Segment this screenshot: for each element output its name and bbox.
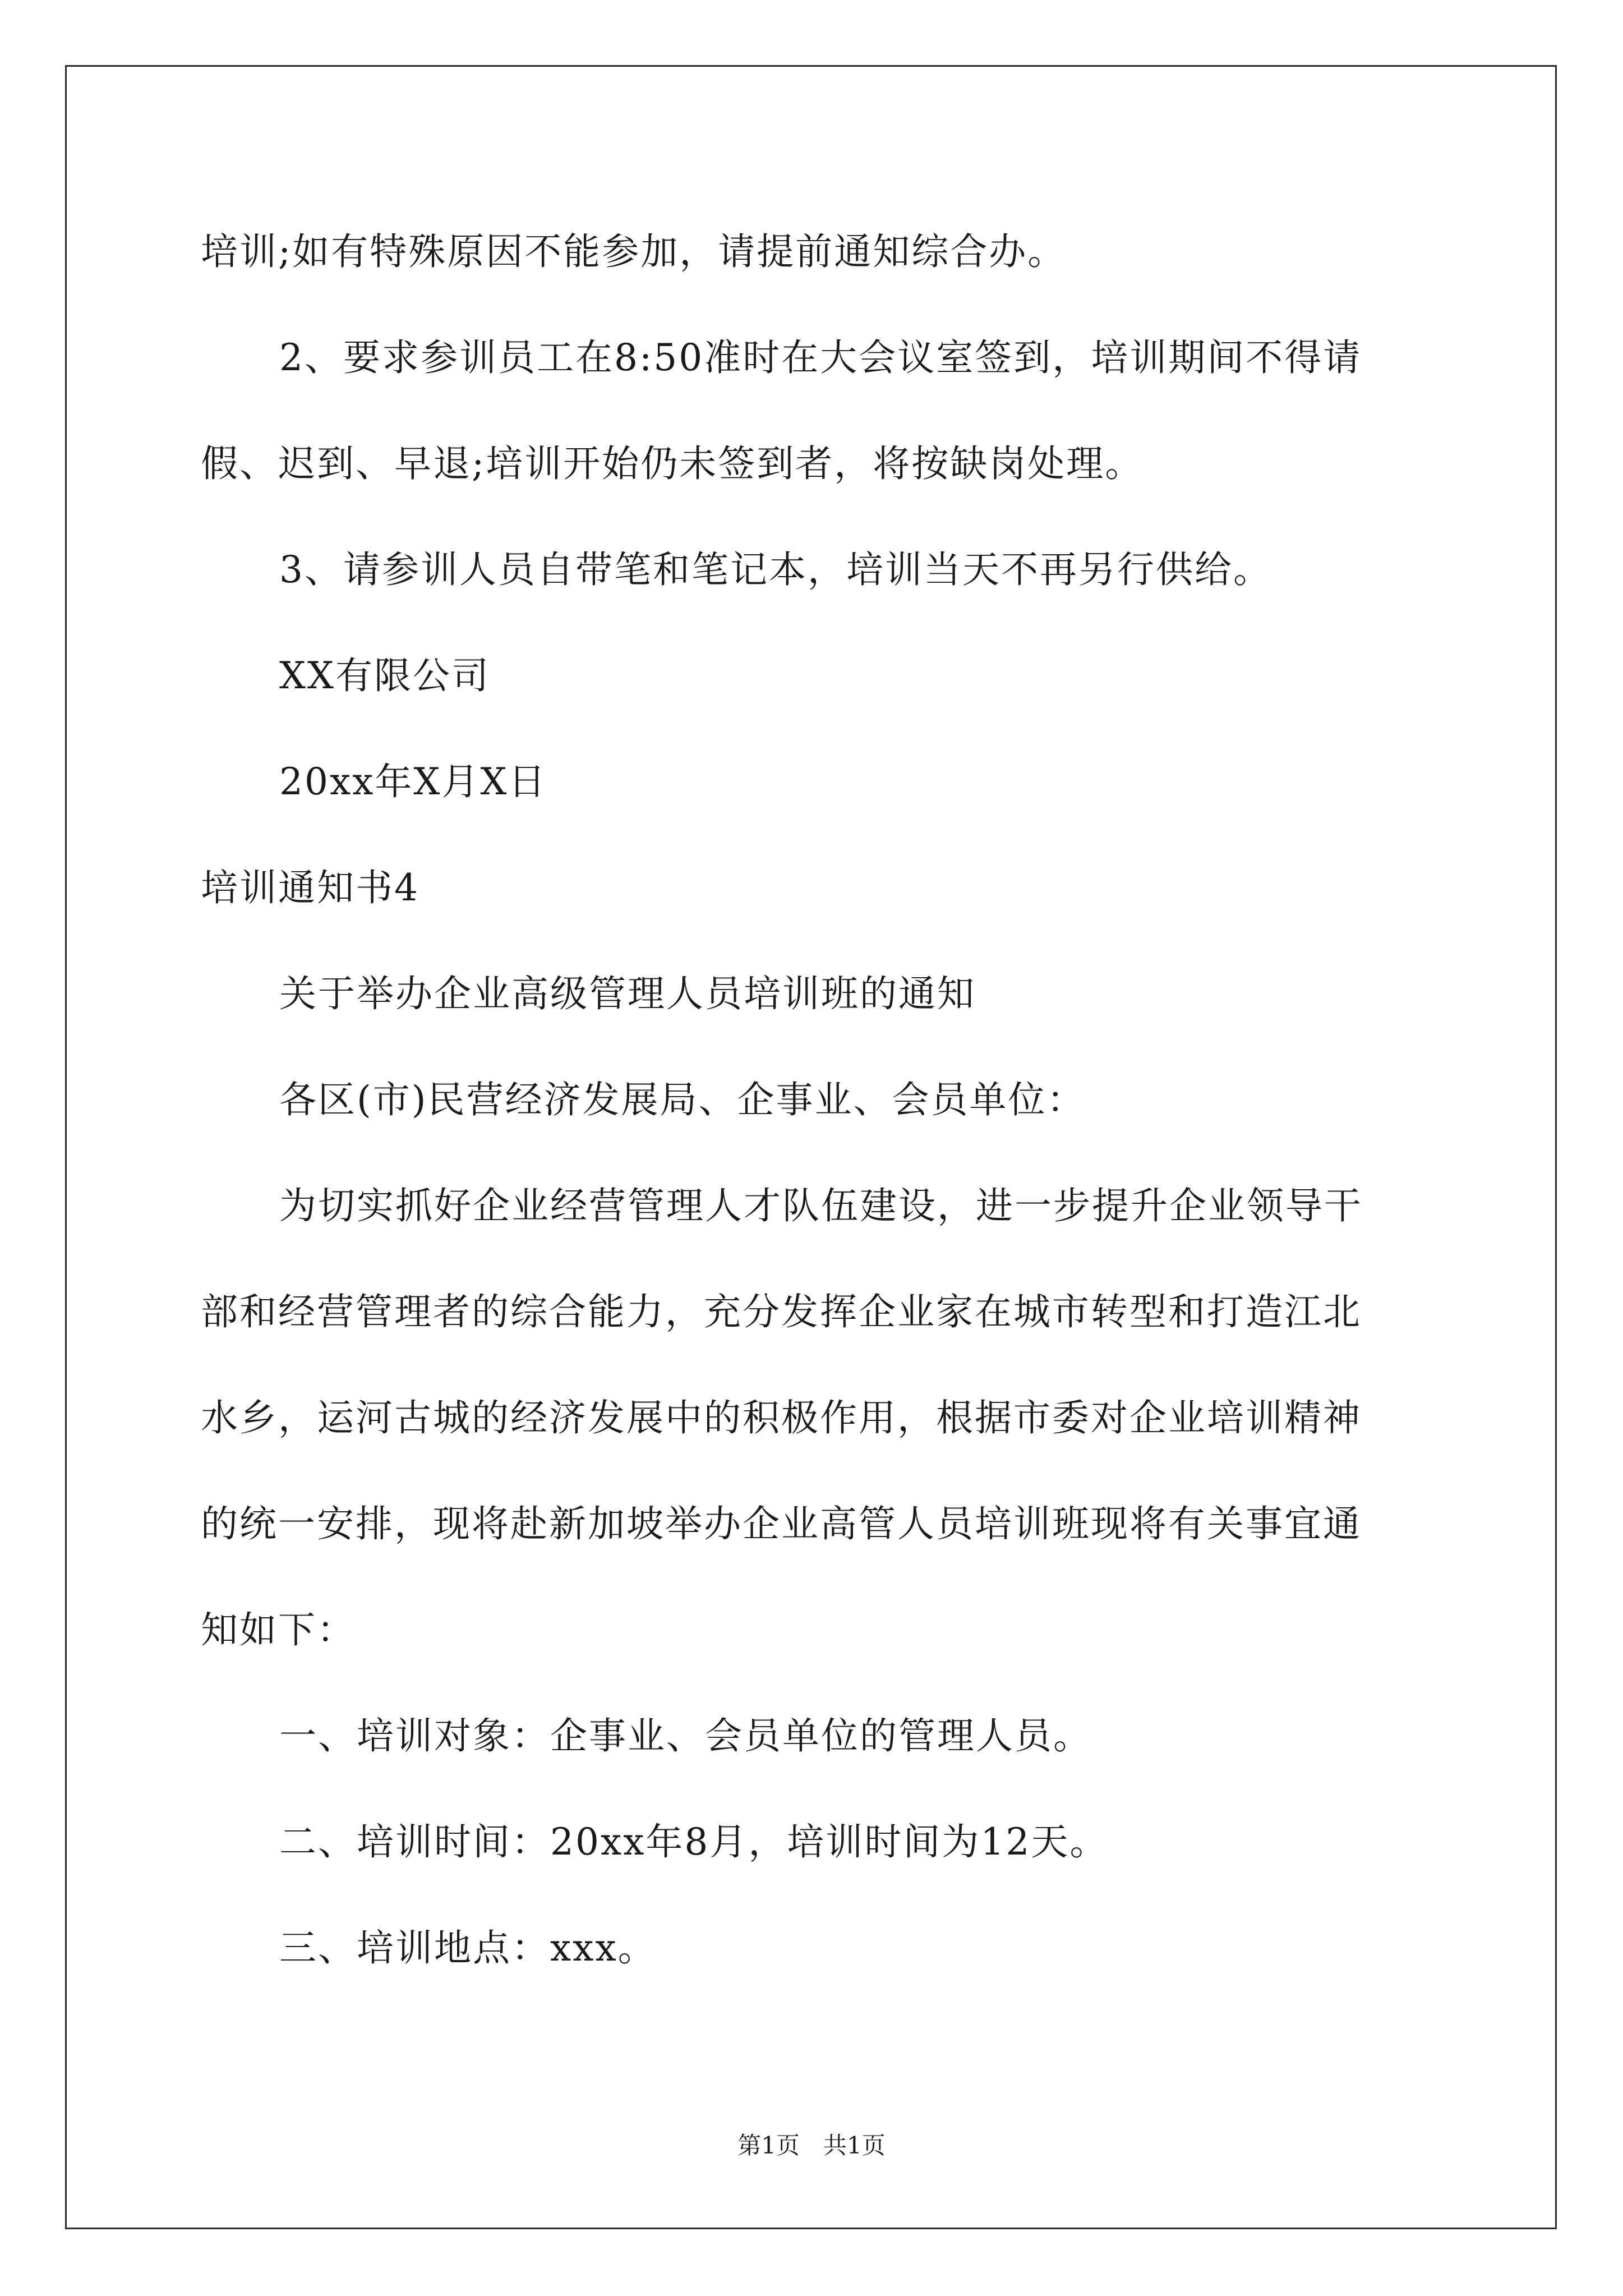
item-training-target: 一、培训对象：企事业、会员单位的管理人员。	[279, 1714, 1092, 1757]
text-line-3: 假、迟到、早退;培训开始仍未签到者，将按缺岗处理。	[201, 442, 1144, 485]
page-border	[65, 65, 1557, 2229]
item-training-time: 二、培训时间：20xx年8月，培训时间为12天。	[279, 1820, 1109, 1864]
notice-title: 关于举办企业高级管理人员培训班的通知	[279, 972, 976, 1015]
text-line-11: 部和经营管理者的综合能力，充分发挥企业家在城市转型和打造江北	[201, 1290, 1362, 1333]
company-name: XX有限公司	[279, 654, 490, 697]
addressee-line: 各区(市)民营经济发展局、企事业、会员单位：	[279, 1078, 1086, 1121]
text-line-1: 培训;如有特殊原因不能参加，请提前通知综合办。	[201, 230, 1067, 273]
page-number-footer: 第1页 共1页	[737, 2132, 886, 2159]
text-line-2: 2、要求参训员工在8:50准时在大会议室签到，培训期间不得请	[279, 336, 1362, 379]
text-line-13: 的统一安排，现将赴新加坡举办企业高管人员培训班现将有关事宜通	[201, 1502, 1362, 1545]
text-line-14: 知如下：	[201, 1608, 356, 1651]
date-line: 20xx年X月X日	[279, 760, 547, 803]
item-training-location: 三、培训地点：xxx。	[279, 1926, 657, 1970]
text-line-12: 水乡，运河古城的经济发展中的积极作用，根据市委对企业培训精神	[201, 1396, 1362, 1439]
section-title: 培训通知书4	[201, 866, 419, 909]
text-line-10: 为切实抓好企业经营管理人才队伍建设，进一步提升企业领导干	[279, 1184, 1363, 1227]
text-line-4: 3、请参训人员自带笔和笔记本，培训当天不再另行供给。	[279, 548, 1272, 591]
